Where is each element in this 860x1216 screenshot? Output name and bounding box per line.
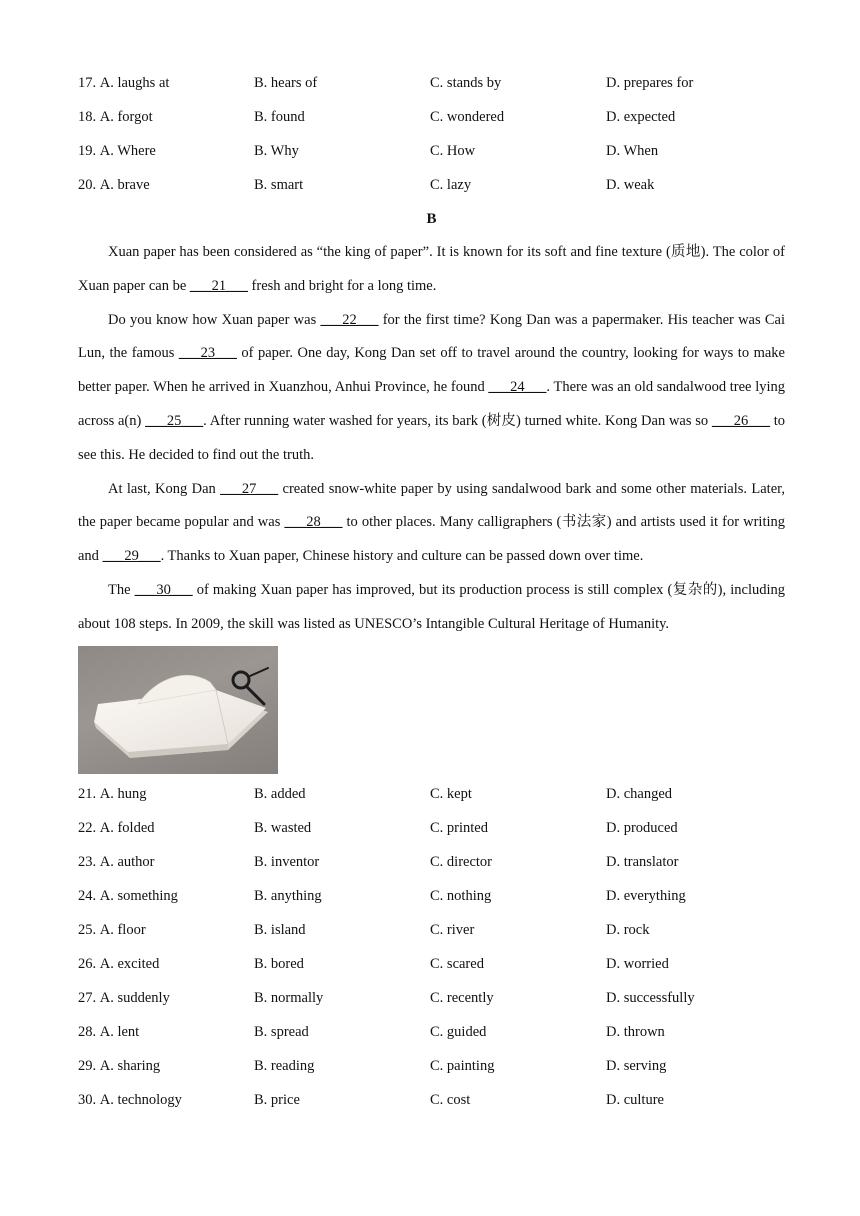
option-d: D. translator xyxy=(606,854,679,871)
option-a: 23. A. author xyxy=(78,854,155,871)
option-b: B. island xyxy=(254,922,306,939)
option-d: D. everything xyxy=(606,888,686,905)
option-a: 21. A. hung xyxy=(78,786,147,803)
option-a: 20. A. brave xyxy=(78,176,150,193)
option-d: D. prepares for xyxy=(606,74,694,91)
option-c: C. director xyxy=(430,854,493,871)
option-row-27 xyxy=(78,982,785,1016)
option-b: B. price xyxy=(254,1092,300,1109)
xuan-paper-illustration xyxy=(78,646,278,774)
option-a: 24. A. something xyxy=(78,888,178,905)
option-a: 18. A. forgot xyxy=(78,108,153,125)
option-c: C. recently xyxy=(430,990,494,1007)
option-b: B. Why xyxy=(254,142,299,159)
option-a: 28. A. lent xyxy=(78,1024,140,1041)
blank-27: ___27___ xyxy=(220,480,279,497)
paragraph-3: At last, Kong Dan ___27___ created snow-white paper by using sandalwood bark and some other materials. Later, the paper became popular and was ___28___ to other places. Many calligraphers (书法家) and artists used it for writing and ___29___. Thanks to Xuan paper, Chinese history and culture can be passed down over time. xyxy=(78,480,786,565)
paragraph-4: The ___30___ of making Xuan paper has improved, but its production process is still complex (复杂的), including about 108 steps. In 2009, the skill was listed as UNESCO’s Intangible Cultural Heritage of Humanity. xyxy=(78,581,785,632)
document-page xyxy=(78,66,785,1118)
option-c: C. How xyxy=(430,142,476,159)
option-a: 30. A. technology xyxy=(78,1092,182,1109)
blank-22: ___22___ xyxy=(320,311,379,328)
option-b: B. found xyxy=(254,108,305,125)
option-a: 22. A. folded xyxy=(78,820,155,837)
option-b: B. wasted xyxy=(254,820,312,837)
option-b: B. added xyxy=(254,786,306,803)
option-d: D. When xyxy=(606,142,659,159)
option-a: 26. A. excited xyxy=(78,956,160,973)
option-c: C. cost xyxy=(430,1092,471,1109)
option-row-22 xyxy=(78,812,785,846)
blank-23: ___23___ xyxy=(178,345,237,362)
options-17-20 xyxy=(78,66,785,202)
option-b: B. smart xyxy=(254,176,304,193)
option-row-28 xyxy=(78,1016,785,1050)
options-21-30 xyxy=(78,778,785,1118)
option-row-26 xyxy=(78,948,785,982)
xuan-paper-photo xyxy=(78,646,278,774)
option-row-18 xyxy=(78,100,785,134)
option-c: C. guided xyxy=(430,1024,487,1041)
option-d: D. weak xyxy=(606,176,655,193)
option-row-19 xyxy=(78,134,785,168)
option-b: B. reading xyxy=(254,1058,315,1075)
paragraph-2: Do you know how Xuan paper was ___22___ for the first time? Kong Dan was a papermaker. His teacher was Cai Lun, the famous ___23___ of paper. One day, Kong Dan set off to travel around the country, looking for ways to make better paper. When he arrived in Xuanzhou, Anhui Province, he found ___24___. There was an old sandalwood tree lying across a(n) ___25___. After running water washed for years, its bark (树皮) turned white. Kong Dan was so ___26___ to see this. He decided to find out the truth. xyxy=(78,311,785,463)
option-c: C. nothing xyxy=(430,888,492,905)
option-row-29 xyxy=(78,1050,785,1084)
option-d: D. culture xyxy=(606,1092,664,1109)
option-b: B. hears of xyxy=(254,74,318,91)
option-b: B. anything xyxy=(254,888,322,905)
option-row-21 xyxy=(78,778,785,812)
option-row-25 xyxy=(78,914,785,948)
option-c: C. kept xyxy=(430,786,472,803)
option-c: C. lazy xyxy=(430,176,472,193)
section-title: B xyxy=(426,211,437,227)
option-b: B. bored xyxy=(254,956,304,973)
option-d: D. serving xyxy=(606,1058,667,1075)
option-row-17 xyxy=(78,66,785,100)
blank-21: ___21___ xyxy=(189,277,248,294)
blank-30: ___30___ xyxy=(134,581,193,598)
option-c: C. wondered xyxy=(430,108,505,125)
option-row-20 xyxy=(78,168,785,202)
blank-28: ___28___ xyxy=(284,514,343,531)
option-a: 17. A. laughs at xyxy=(78,74,170,91)
option-c: C. printed xyxy=(430,820,488,837)
option-d: D. rock xyxy=(606,922,650,939)
option-b: B. spread xyxy=(254,1024,309,1041)
option-a: 19. A. Where xyxy=(78,142,156,159)
option-d: D. changed xyxy=(606,786,673,803)
option-c: C. river xyxy=(430,922,475,939)
option-d: D. thrown xyxy=(606,1024,665,1041)
option-d: D. successfully xyxy=(606,990,695,1007)
option-row-23 xyxy=(78,846,785,880)
option-c: C. scared xyxy=(430,956,484,973)
blank-29: ___29___ xyxy=(102,548,161,565)
option-c: C. painting xyxy=(430,1058,495,1075)
option-row-24 xyxy=(78,880,785,914)
option-a: 29. A. sharing xyxy=(78,1058,161,1075)
option-d: D. worried xyxy=(606,956,669,973)
blank-26: ___26___ xyxy=(711,412,770,429)
blank-24: ___24___ xyxy=(488,379,547,396)
option-a: 27. A. suddenly xyxy=(78,990,170,1007)
blank-25: ___25___ xyxy=(145,412,204,429)
option-b: B. normally xyxy=(254,990,324,1007)
option-b: B. inventor xyxy=(254,854,320,871)
option-a: 25. A. floor xyxy=(78,922,146,939)
paragraph-1: Xuan paper has been considered as “the king of paper”. It is known for its soft and fine texture (质地). The color of Xuan paper can be ___21___ fresh and bright for a long time. xyxy=(78,244,785,294)
option-row-30 xyxy=(78,1084,785,1118)
option-d: D. produced xyxy=(606,820,678,837)
option-c: C. stands by xyxy=(430,74,502,91)
option-d: D. expected xyxy=(606,108,676,125)
